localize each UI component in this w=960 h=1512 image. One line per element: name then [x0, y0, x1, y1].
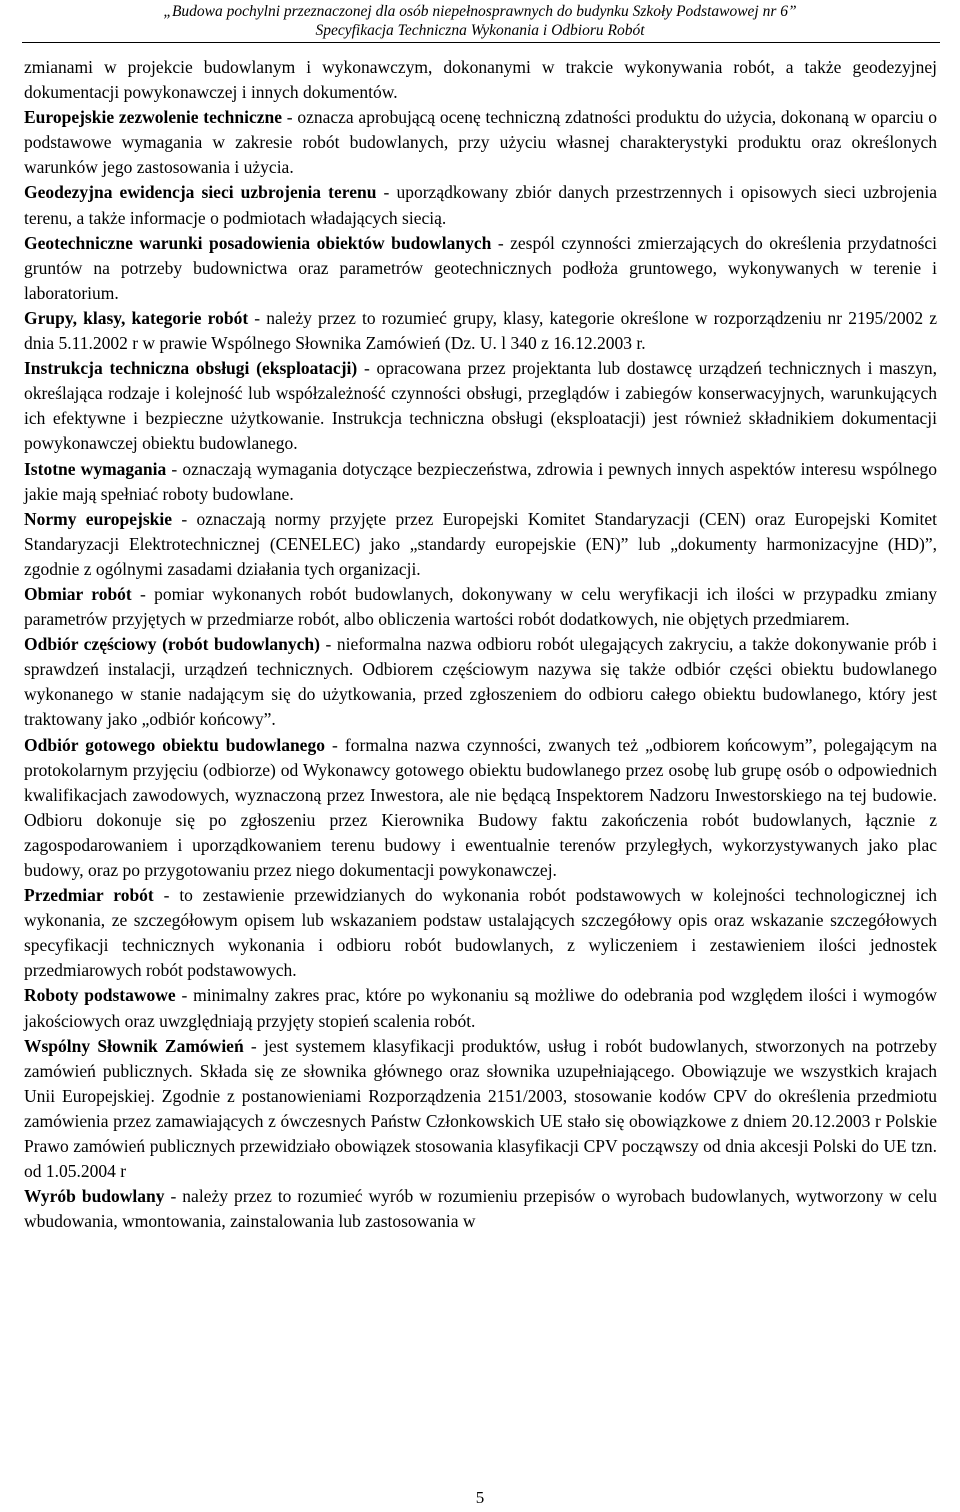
definition-text: - oznaczają normy przyjęte przez Europejski Komitet Standaryzacji (CEN) oraz Europejski Komitet Standaryzacji Elektrotechnicznej (CENELEC) jako „standardy europejskie (EN)” lub „dokumenty harmonizacyjne (HD)”, zgodnie z ogólnymi zasadami działania tych organizacji. — [24, 508, 937, 579]
definition-term: Wyrób budowlany — [24, 1186, 165, 1207]
header-title: „Budowa pochylni przeznaczonej dla osób niepełnosprawnych do budynku Szkoły Podstawowej nr 6” — [163, 3, 797, 20]
definition-text: - zespól czynności zmierzających do określenia przydatności gruntów na potrzeby budownictwa oraz parametrów geotechnicznych podłoża gruntowego, wykonywanych w terenie i laboratorium. — [24, 232, 938, 303]
page-number: 5 — [475, 1488, 485, 1507]
definition-text: - oznaczają wymagania dotyczące bezpieczeństwa, zdrowia i pewnych innych aspektów interesu wspólnego jakie mają spełniać roboty budowlane. — [24, 458, 938, 504]
definition-text: - nieformalna nazwa odbioru robót ulegających zakryciu, a także dokonywanie prób i sprawdzeń instalacji, urządzeń technicznych. Odbiorem częściowym nazywa się także odbiór części obiektu budowlanego wykonanego w stanie nadającym się do użytkowania, przed zgłoszeniem do odbioru całego obiektu budowlanego, który jest traktowany jako „odbiór końcowy”. — [24, 634, 937, 730]
definition-paragraph — [24, 983, 937, 1033]
definition-text: - opracowana przez projektanta lub dostawcę urządzeń technicznych i maszyn, określająca rodzaje i kolejność lub współzależność czynności obsługi, przeglądów i zabiegów konserwacyjnych, warunkujących ich efektywne i bezpieczne użytkowanie. Instrukcja techniczna obsługi (eksploatacji) jest również składnikiem dokumentacji powykonawczej obiektu budowlanego. — [24, 358, 937, 454]
definition-text: - oznacza aprobującą ocenę techniczną zdatności produktu do użycia, dokonaną w oparciu o podstawowe wymagania w zakresie robót budowlanych, przy użyciu własnej charakterystyki produktu oraz określonych warunków jego zastosowania i użycia. — [24, 107, 938, 178]
definition-term: Grupy, klasy, kategorie robót — [24, 307, 249, 328]
definition-text: - formalna nazwa czynności, zwanych też „odbiorem końcowym”, polegającym na protokolarnym przyjęciu (odbiorze) od Wykonawcy gotowego obiektu budowlanego przez osobę lub grupę osób o odpowiednich kwalifikacjach zawodowych, wyznaczoną przez Inwestora, ale nie będącą Inspektorem Nadzoru Inwestorskiego na tej budowie. Odbioru dokonuje się po zgłoszeniu przez Kierownika Budowy faktu zakończenia robót budowlanych, łącznie z zagospodarowaniem i uporządkowaniem terenu budowy i ewentualnie terenów przyległych, wykorzystywanych jako plac budowy, oraz po przygotowaniu przez niego dokumentacji powykonawczej. — [24, 734, 937, 880]
definition-term: Odbiór częściowy (robót budowlanych) — [24, 634, 320, 655]
definition-term: Geodezyjna ewidencja sieci uzbrojenia terenu — [24, 182, 377, 203]
definition-term: Istotne wymagania — [24, 458, 167, 479]
definition-text: - należy przez to rozumieć grupy, klasy, kategorie określone w rozporządzeniu nr 2195/2002 z dnia 5.11.2002 r w prawie Wspólnego Słownika Zamówień (Dz. U. l 340 z 16.12.2003 r. — [24, 307, 938, 354]
definition-paragraph — [24, 1184, 937, 1234]
definition-paragraph — [24, 883, 937, 983]
definition-paragraph — [24, 507, 937, 582]
definition-term: Geotechniczne warunki posadowienia obiektów budowlanych — [24, 232, 492, 253]
definition-term: Instrukcja techniczna obsługi (eksploatacji) — [24, 358, 358, 379]
definition-paragraph — [24, 306, 937, 356]
definition-term: Normy europejskie — [24, 508, 173, 529]
definition-paragraph — [24, 231, 937, 306]
definition-paragraph — [24, 457, 937, 507]
definition-term: Obmiar robót — [24, 583, 132, 604]
definition-paragraph — [24, 356, 937, 456]
definition-paragraph — [24, 105, 937, 180]
header-subtitle: Specyfikacja Techniczna Wykonania i Odbioru Robót — [315, 22, 645, 39]
definition-term: Europejskie zezwolenie techniczne — [24, 107, 283, 128]
definition-term: Przedmiar robót — [24, 885, 154, 906]
definition-text: - należy przez to rozumieć wyrób w rozumieniu przepisów o wyrobach budowlanych, wytworzony w celu wbudowania, wmontowania, zainstalowania lub zastosowania w — [24, 1186, 937, 1232]
definition-paragraph — [24, 582, 937, 632]
document-header — [0, 2, 960, 40]
definition-text: - minimalny zakres prac, które po wykonaniu są możliwe do odebrania pod względem ilości i wymogów jakościowych oraz uwzględniają przyjęty stopień scalenia robót. — [24, 985, 937, 1031]
definition-term: Wspólny Słownik Zamówień — [24, 1035, 244, 1056]
definition-paragraph — [24, 733, 937, 884]
definition-text: - jest systemem klasyfikacji produktów, usług i robót budowlanych, stworzonych na potrzeby zamówień publicznych. Składa się ze słownika głównego oraz słownika uzupełniającego. Obowiązuje we wszystkich krajach Unii Europejskiej. Zgodnie z postanowieniami Rozporządzenia 2151/2003, stosowanie kodów CPV do określenia przedmiotu zamówienia przez zamawiających z ówczesnych Państw Członkowskich UE stało się obowiązkowe z dniem 20.12.2003 r Polskie Prawo zamówień publicznych przewidziało obowiązek stosowania klasyfikacji CPV począwszy od dnia akcesji Polski do UE tzn. od 1.05.2004 r — [24, 1035, 937, 1182]
definition-paragraph — [24, 55, 937, 105]
definition-text: - to zestawienie przewidzianych do wykonania robót podstawowych w kolejności technologicznej ich wykonania, ze szczegółowym opisem lub wskazaniem podstaw ustalających szczegółowy opis oraz wskazanie szczegółowych specyfikacji technicznych wykonania i odbioru robót budowlanych, z wyliczeniem i zestawieniem ilości jednostek przedmiarowych robót podstawowych. — [24, 885, 937, 981]
header-divider — [22, 42, 940, 43]
definition-paragraph — [24, 1034, 937, 1185]
definition-term: Odbiór gotowego obiektu budowlanego — [24, 734, 325, 755]
definition-text: zmianami w projekcie budowlanym i wykonawczym, dokonanymi w trakcie wykonywania robót, a także geodezyjnej dokumentacji powykonawczej i innych dokumentów. — [24, 57, 937, 103]
definition-text: - pomiar wykonanych robót budowlanych, dokonywany w celu weryfikacji ich ilości w przypadku zmiany parametrów przyjętych w przedmiarze robót, albo obliczenia wartości robót dodatkowych, nie objętych przedmiarem. — [24, 583, 938, 630]
definition-text: - uporządkowany zbiór danych przestrzennych i opisowych sieci uzbrojenia terenu, a także informacje o podmiotach władających siecią. — [24, 182, 937, 228]
definition-paragraph — [24, 632, 937, 732]
definition-paragraph — [24, 180, 937, 230]
definitions-body — [24, 55, 937, 1234]
definition-term: Roboty podstawowe — [24, 985, 176, 1006]
